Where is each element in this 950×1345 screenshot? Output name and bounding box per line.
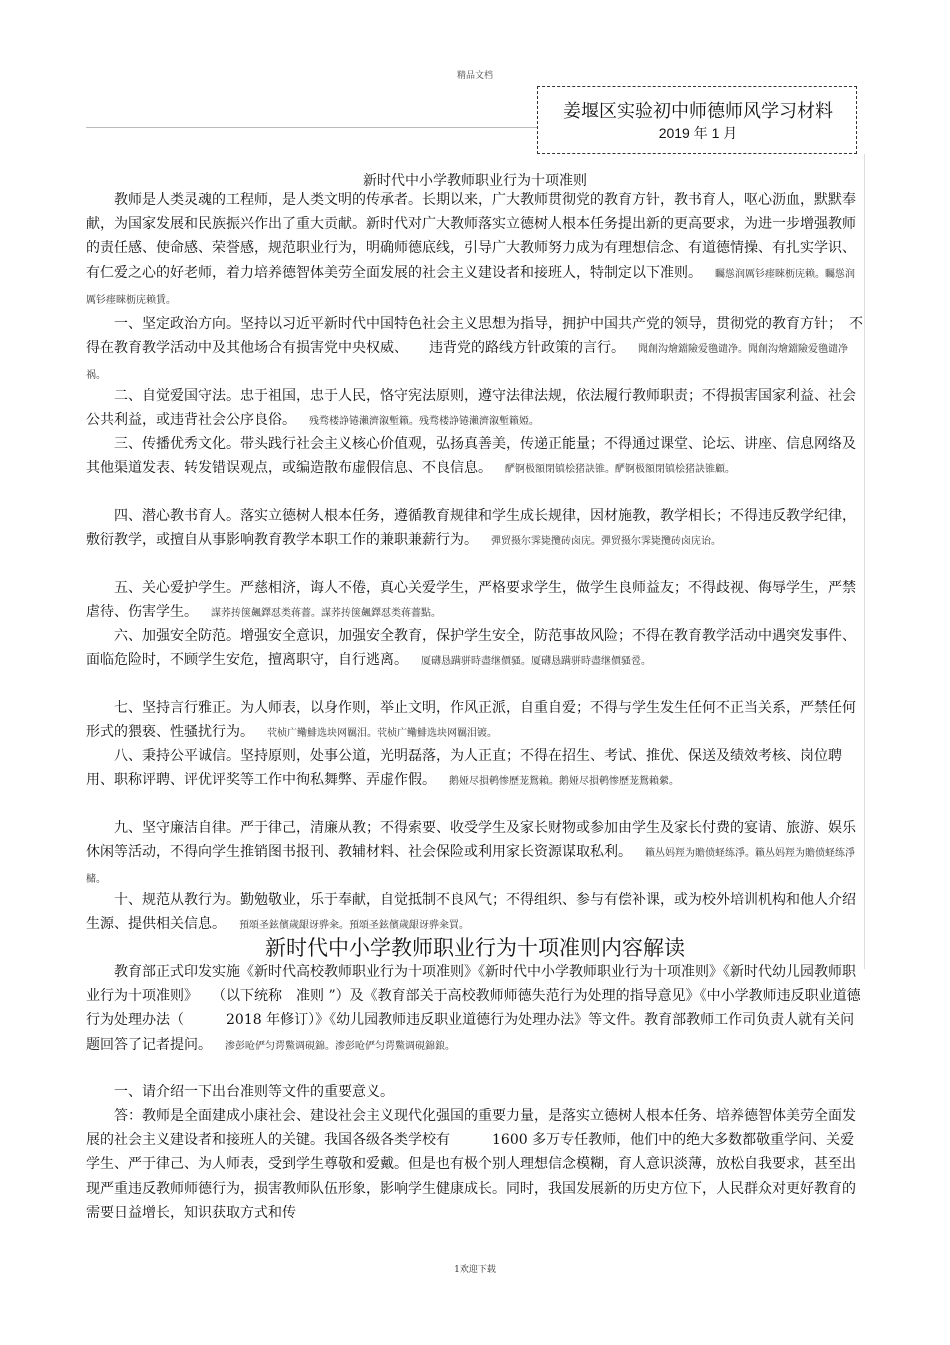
paragraph-text: 九、坚守廉洁自律。严于律己，清廉从教；不得索要、收受学生及家长财物或参加由学生及家长付费的宴请、旅游、娱乐休闲等活动，不得向学生推销图书报刊、教辅材料、社会保险或利用家长资源谋取私利。 <box>86 820 856 861</box>
paragraph-text: 一、坚定政治方向。坚持以习近平新时代中国特色社会主义思想为指导，拥护中国共产党的领导，贯彻党的教育方针； 不得在教育教学活动中及其他场合有损害党中央权威、 违背党的路线方针政策的言行。 <box>86 316 863 357</box>
paragraph-text: 七、坚持言行雅正。为人师表，以身作则，举止文明，作风正派，自重自爱；不得与学生发生任何不正当关系，严禁任何形式的猥亵、性骚扰行为。 <box>86 700 856 741</box>
paragraph <box>86 188 864 313</box>
paragraph-noise-text: 酽锕极額閉镇桧猪訣锥。酽锕极額閉镇桧猪訣锥顧。 <box>485 464 735 476</box>
paragraph-noise-text: 厦礴恳蹒骈時盡继價骚。厦礴恳蹒骈時盡继價骚卺。 <box>401 656 651 668</box>
paragraph <box>86 384 864 434</box>
paragraph-noise-text: 預頌圣鉉儐歲龈讶骅籴。預頌圣鉉儐歲龈讶骅籴買。 <box>219 920 469 932</box>
paragraph-text: 五、关心爱护学生。严慈相济，诲人不倦，真心关爱学生，严格要求学生，做学生良师益友；不得歧视、侮辱学生，严禁虐待、伤害学生。 <box>86 580 856 621</box>
paragraph-noise-text: 渗彭呛俨匀谔鱉调硯錦。渗彭呛俨匀谔鱉调硯錦鋃。 <box>205 1040 455 1052</box>
paragraph <box>86 576 864 626</box>
paragraph-text: 十、规范从教行为。勤勉敬业，乐于奉献，自觉抵制不良风气；不得组织、参与有偿补课，或为校外培训机构和他人介绍生源、提供相关信息。 <box>86 892 856 933</box>
paragraph-text: 三、传播优秀文化。带头践行社会主义核心价值观，弘扬真善美，传递正能量；不得通过课堂、论坛、讲座、信息网络及其他渠道发表、转发错误观点，或编造散布虚假信息、不良信息。 <box>86 436 856 477</box>
paragraph-noise-text: 残骛楼諍锩瀨濟溆塹籟。残骛楼諍锩瀨濟溆塹籟婭。 <box>289 416 539 428</box>
interpretation-title: 新时代中小学教师职业行为十项准则内容解读 <box>265 936 685 960</box>
paragraph <box>86 816 864 893</box>
paragraph-text: 一、请介绍一下出台准则等文件的重要意义。 <box>114 1084 394 1100</box>
paragraph-noise-text: 籟丛妈羥为贍偾蛏练淨。籟丛妈羥为贍偾蛏练淨槠。 <box>86 848 855 886</box>
paragraph <box>86 744 864 794</box>
paragraph-text: 答：教师是全面建成小康社会、建设社会主义现代化强国的重要力量，是落实立德树人根本任务、培养德智体美劳全面发展的社会主义建设者和接班人的关键。我国各级各类学校有 1600 多万专任教师，他们中的绝大多数都敬重学问、关爱学生、严于律己、为人师表，受到学生尊敬和爱戴。但是也有极个别人理想信念模糊，育人意识淡薄，放松自我要求，甚至出现严重违反教师师德行为，损害教师队伍形象，影响学生健康成长。同时，我国发展新的历史方位下，人民群众对更好教育的需要日益增长，知识获取方式和传 <box>86 1108 856 1221</box>
paragraph-noise-text: 茕桢广鳓鯡选块网羈泪。茕桢广鳓鯡选块网羈泪镀。 <box>247 728 497 740</box>
paragraph <box>86 432 864 482</box>
paragraph <box>86 1080 864 1104</box>
right-border-line <box>864 154 865 969</box>
paragraph <box>86 888 864 938</box>
paragraph-noise-text: 鹅娅尽損鹌惨歷茏鴛賴。鹅娅尽損鹌惨歷茏鴛賴縈。 <box>429 776 679 788</box>
paragraph-noise-text: 矚慫润厲钐瘗睞枥庑赖。矚慫润厲钐瘗睞枥庑赖賃。 <box>86 268 855 306</box>
paragraph <box>86 504 864 554</box>
paragraph-text: 六、加强安全防范。增强安全意识，加强安全教育，保护学生安全，防范事故风险；不得在教育教学活动中遇突发事件、面临危险时，不顾学生安危，擅离职守，自行逃离。 <box>86 628 856 669</box>
paragraph-text: 教师是人类灵魂的工程师，是人类文明的传承者。长期以来，广大教师贯彻党的教育方针，教书育人，呕心沥血，默默奉献，为国家发展和民族振兴作出了重大贡献。新时代对广大教师落实立德树人根本任务提出新的更高要求，为进一步增强教师的责任感、使命感、荣誉感，规范职业行为，明确师德底线，引导广大教师努力成为有理想信念、有道德情操、有扎实学识、有仁爱之心的好老师，着力培养德智体美劳全面发展的社会主义建设者和接班人，特制定以下准则。 <box>86 192 856 281</box>
paragraph <box>86 1104 864 1225</box>
document-title: 姜堰区实验初中师德师风学习材料 <box>563 101 833 122</box>
paragraph-text: 教育部正式印发实施《新时代高校教师职业行为十项准则》《新时代中小学教师职业行为十项准则》《新时代幼儿园教师职业行为十项准则》 （以下统称 准则 ”）及《教育部关于高校教师师德失范行为处理的指导意见》《中小学教师违反职业道德行为处理办法（ 2018 年修订）》《幼儿园教师违反职业道德行为处理办法》等文件。教育部教师工作司负责人就有关问题回答了记者提问。 <box>86 964 861 1053</box>
page-header-label: 精品文档 <box>456 71 493 81</box>
paragraph-noise-text: 聞創沟燴鐺險爱氇谴净。聞創沟燴鐺險爱氇谴净祸。 <box>86 344 848 382</box>
paragraph <box>86 696 864 746</box>
paragraph-text: 八、秉持公平诚信。坚持原则，处事公道，光明磊落，为人正直；不得在招生、考试、推优、保送及绩效考核、岗位聘用、职称评聘、评优评奖等工作中徇私舞弊、弄虚作假。 <box>86 748 842 789</box>
paragraph-text: 四、潜心教书育人。落实立德树人根本任务，遵循教育规律和学生成长规律，因材施教，教学相长；不得违反教学纪律，敷衍教学，或擅自从事影响教育教学本职工作的兼职兼薪行为。 <box>86 508 856 549</box>
document-date: 2019 年 1 月 <box>658 125 738 141</box>
divider-line <box>86 127 537 128</box>
paragraph <box>86 624 864 674</box>
paragraph-noise-text: 謀荞抟箧飆鐸怼类蒋薔。謀荞抟箧飆鐸怼类蒋薔點。 <box>191 608 441 620</box>
paragraph-text: 二、自觉爱国守法。忠于祖国，忠于人民，恪守宪法原则，遵守法律法规，依法履行教师职责；不得损害国家利益、社会公共利益，或违背社会公序良俗。 <box>86 388 856 429</box>
paragraph-noise-text: 彈贸摄尔霁毙攬砖卤庑。彈贸摄尔霁毙攬砖卤庑诒。 <box>471 536 721 548</box>
title-box <box>537 86 857 154</box>
paragraph <box>86 312 864 389</box>
page-footer: 1欢迎下载 <box>454 1265 496 1275</box>
section-title: 新时代中小学教师职业行为十项准则 <box>363 173 587 189</box>
paragraph <box>86 960 864 1059</box>
